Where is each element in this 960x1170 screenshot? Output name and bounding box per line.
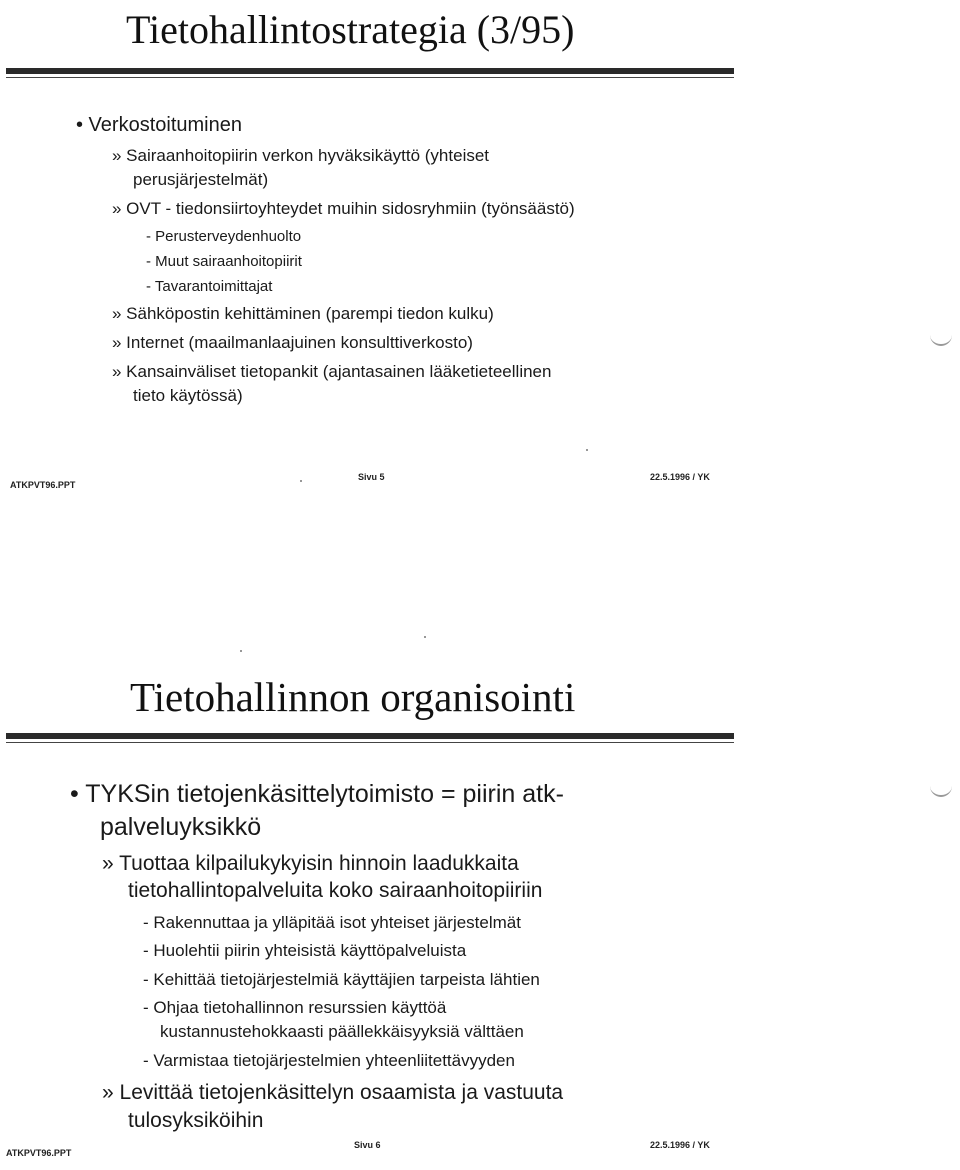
bullet-heading: • Verkostoituminen bbox=[76, 114, 242, 136]
footer-date: 22.5.1996 / YK bbox=[650, 472, 710, 482]
title-rule bbox=[6, 731, 734, 741]
sub-sub-item: - Ohjaa tietohallinnon resurssien käyttöä bbox=[143, 998, 447, 1017]
sub-sub-item-continued: kustannustehokkaasti päällekkäisyyksiä välttäen bbox=[160, 1022, 524, 1041]
footer-page: Sivu 6 bbox=[354, 1140, 381, 1150]
sub-item-continued: tietohallintopalveluita koko sairaanhoitopiiriin bbox=[128, 879, 543, 902]
scan-speck bbox=[586, 449, 588, 451]
bullet-heading-continued: palveluyksikkö bbox=[100, 813, 262, 841]
title-rule bbox=[6, 66, 734, 76]
slide-title: Tietohallintostrategia (3/95) bbox=[126, 7, 575, 52]
sub-item: » Sairaanhoitopiirin verkon hyväksikäyttö (yhteiset bbox=[112, 146, 490, 165]
bullet-heading: • TYKSin tietojenkäsittelytoimisto = piirin atk- bbox=[70, 780, 564, 808]
sub-item-continued: tulosyksiköihin bbox=[128, 1109, 264, 1132]
sub-item: » Levittää tietojenkäsittelyn osaamista ja vastuuta bbox=[102, 1081, 564, 1104]
sub-item-continued: perusjärjestelmät) bbox=[133, 170, 269, 189]
sub-sub-item: - Rakennuttaa ja ylläpitää isot yhteiset järjestelmät bbox=[143, 913, 521, 932]
sub-sub-item: - Perusterveydenhuolto bbox=[146, 228, 302, 245]
sub-sub-item: - Varmistaa tietojärjestelmien yhteenliitettävyyden bbox=[143, 1051, 515, 1070]
footer-filename: ATKPVT96.PPT bbox=[6, 1148, 72, 1158]
sub-sub-item: - Kehittää tietojärjestelmiä käyttäjien tarpeista lähtien bbox=[143, 970, 540, 989]
sub-sub-item: - Muut sairaanhoitopiirit bbox=[146, 253, 302, 270]
sub-item: » Tuottaa kilpailukykyisin hinnoin laadukkaita bbox=[102, 852, 519, 875]
footer-page: Sivu 5 bbox=[358, 472, 385, 482]
sub-item-continued: tieto käytössä) bbox=[133, 386, 243, 405]
slide-title: Tietohallinnon organisointi bbox=[130, 674, 576, 720]
footer-filename: ATKPVT96.PPT bbox=[10, 480, 76, 490]
sub-item: » Sähköpostin kehittäminen (parempi tiedon kulku) bbox=[112, 304, 494, 323]
sub-item: » Internet (maailmanlaajuinen konsulttiverkosto) bbox=[112, 333, 473, 352]
sub-sub-item: - Tavarantoimittajat bbox=[146, 278, 273, 295]
sub-item: » Kansainväliset tietopankit (ajantasainen lääketieteellinen bbox=[112, 362, 552, 381]
footer-date: 22.5.1996 / YK bbox=[650, 1140, 710, 1150]
scan-speck bbox=[300, 480, 302, 482]
sub-sub-item: - Huolehtii piirin yhteisistä käyttöpalveluista bbox=[143, 941, 467, 960]
sub-item: » OVT - tiedonsiirtoyhteydet muihin sidosryhmiin (työnsäästö) bbox=[112, 199, 575, 218]
slide-2 bbox=[0, 585, 960, 1170]
